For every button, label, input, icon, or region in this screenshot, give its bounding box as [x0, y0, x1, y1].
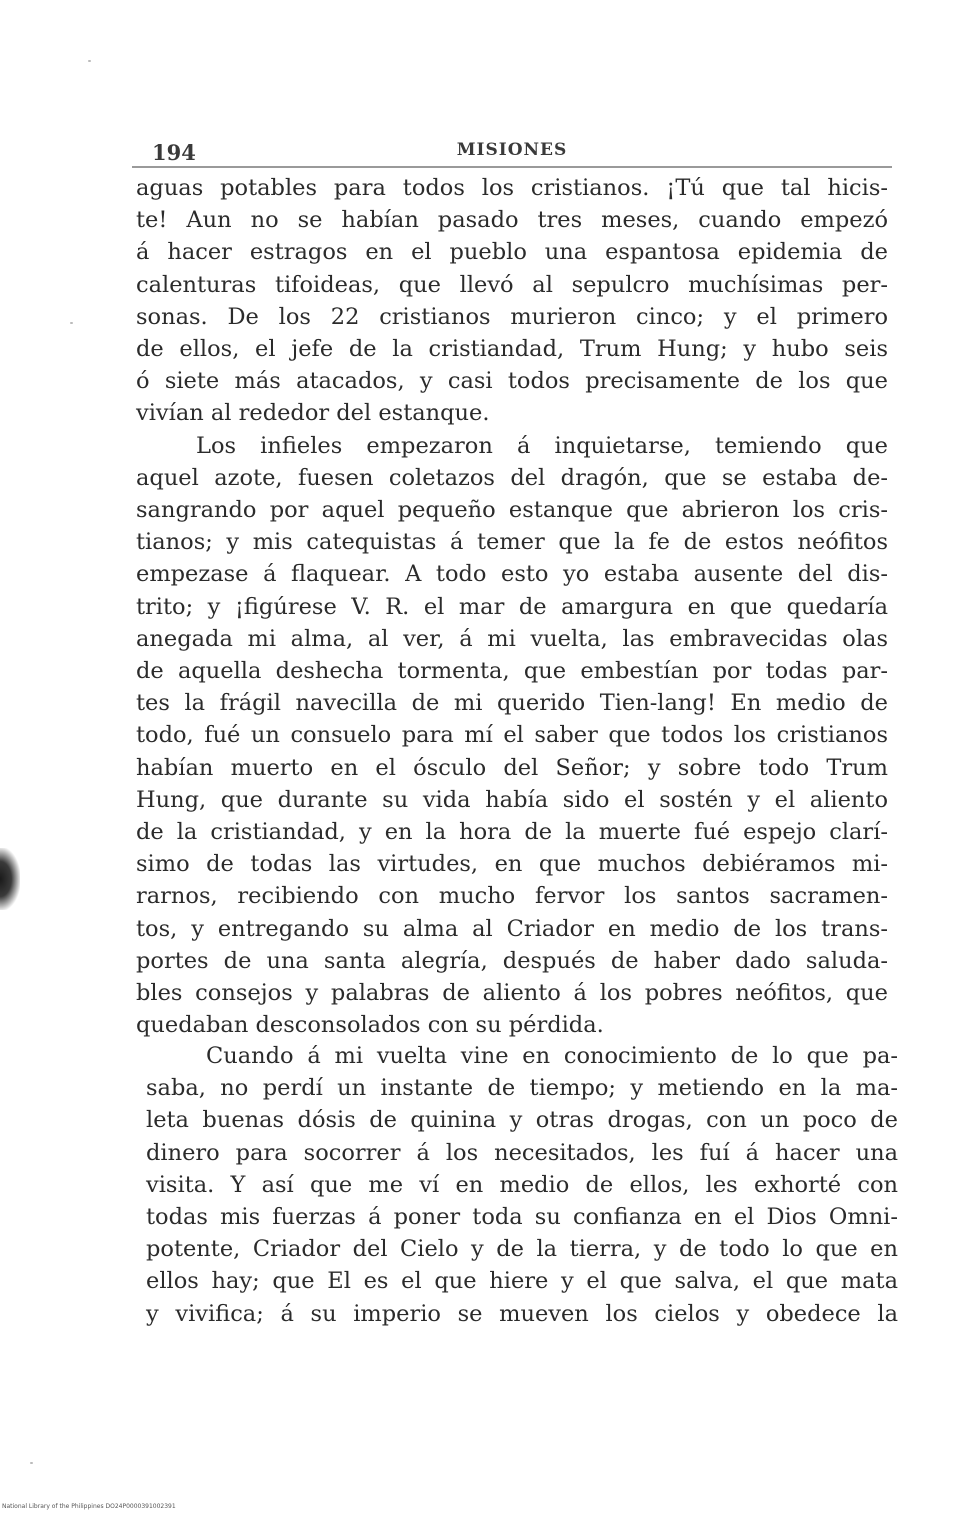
dust-speck [88, 60, 91, 62]
text-line: de aquella deshecha tormenta, que embestían por todas par- [136, 658, 888, 685]
text-line: calenturas tifoideas, que llevó al sepulcro muchísimas per- [136, 271, 888, 298]
text-line: todas mis fuerzas á poner toda su confianza en el Dios Omni- [146, 1204, 898, 1231]
text-line: trito; y ¡figúrese V. R. el mar de amargura en que quedaría [136, 593, 888, 620]
text-line: de la cristiandad, y en la hora de la muerte fué espejo clarí- [136, 819, 888, 846]
page-header [132, 132, 892, 168]
text-line: rarnos, recibiendo con mucho fervor los santos sacramen- [136, 883, 888, 910]
text-line: simo de todas las virtudes, en que muchos debiéramos mi- [136, 851, 888, 878]
paragraph-3 [146, 1040, 898, 1330]
paragraph-2 [136, 430, 888, 1042]
text-line: anegada mi alma, al ver, á mi vuelta, las embravecidas olas [136, 625, 888, 652]
page-number: 194 [152, 140, 196, 165]
running-title: MISIONES [456, 140, 568, 160]
text-line: Los infieles empezaron á inquietarse, temiendo que [196, 432, 888, 459]
text-line: de ellos, el jefe de la cristiandad, Trum Hung; y hubo seis [136, 336, 888, 363]
dust-speck [70, 322, 73, 324]
binding-shadow [0, 848, 20, 910]
dust-speck [30, 1462, 33, 1464]
text-line: tianos; y mis catequistas á temer que la fe de estos neófitos [136, 529, 888, 556]
text-line: dinero para socorrer á los necesitados, les fuí á hacer una [146, 1139, 898, 1166]
text-line: visita. Y así que me ví en medio de ellos, les exhorté con [146, 1171, 898, 1198]
text-line: quedaban desconsolados con su pérdida. [136, 1012, 604, 1039]
body-text [136, 172, 888, 1041]
text-line: te! Aun no se habían pasado tres meses, cuando empezó [136, 207, 888, 234]
text-line: ó siete más atacados, y casi todos precisamente de los que [136, 368, 888, 395]
text-line: leta buenas dósis de quinina y otras drogas, con un poco de [146, 1107, 898, 1134]
text-line: sonas. De los 22 cristianos murieron cinco; y el primero [136, 303, 888, 330]
text-line: á hacer estragos en el pueblo una espantosa epidemia de [136, 239, 888, 266]
text-line: todo, fué un consuelo para mí el saber que todos los cristianos [136, 722, 888, 749]
text-line: saba, no perdí un instante de tiempo; y metiendo en la ma- [146, 1075, 898, 1102]
text-line: portes de una santa alegría, después de haber dado saluda- [136, 947, 888, 974]
text-line: y vivifica; á su imperio se mueven los cielos y obedece la [146, 1300, 898, 1327]
scan-credit: National Library of the Philippines DO24P0000391002391 [2, 1503, 176, 1510]
text-line: Cuando á mi vuelta vine en conocimiento de lo que pa- [206, 1043, 898, 1069]
text-line: sangrando por aquel pequeño estanque que abrieron los cris- [136, 497, 888, 524]
text-line: ellos hay; que El es el que hiere y el que salva, el que mata [146, 1268, 898, 1295]
text-line: vivían al rededor del estanque. [136, 400, 490, 427]
paragraph-1 [136, 172, 888, 430]
text-line: potente, Criador del Cielo y de la tierra, y de todo lo que en [146, 1236, 898, 1263]
text-line: empezase á flaquear. A todo esto yo estaba ausente del dis- [136, 561, 888, 588]
text-line: aguas potables para todos los cristianos. ¡Tú que tal hicis- [136, 175, 888, 201]
text-line: Hung, que durante su vida había sido el sostén y el aliento [136, 786, 888, 813]
text-line: tes la frágil navecilla de mi querido Tien-lang! En medio de [136, 690, 888, 717]
text-line: bles consejos y palabras de aliento á los pobres neófitos, que [136, 980, 888, 1007]
text-line: aquel azote, fuesen coletazos del dragón, que se estaba de- [136, 464, 888, 491]
text-line: tos, y entregando su alma al Criador en medio de los trans- [136, 915, 888, 942]
text-line: habían muerto en el ósculo del Señor; y sobre todo Trum [136, 754, 888, 781]
